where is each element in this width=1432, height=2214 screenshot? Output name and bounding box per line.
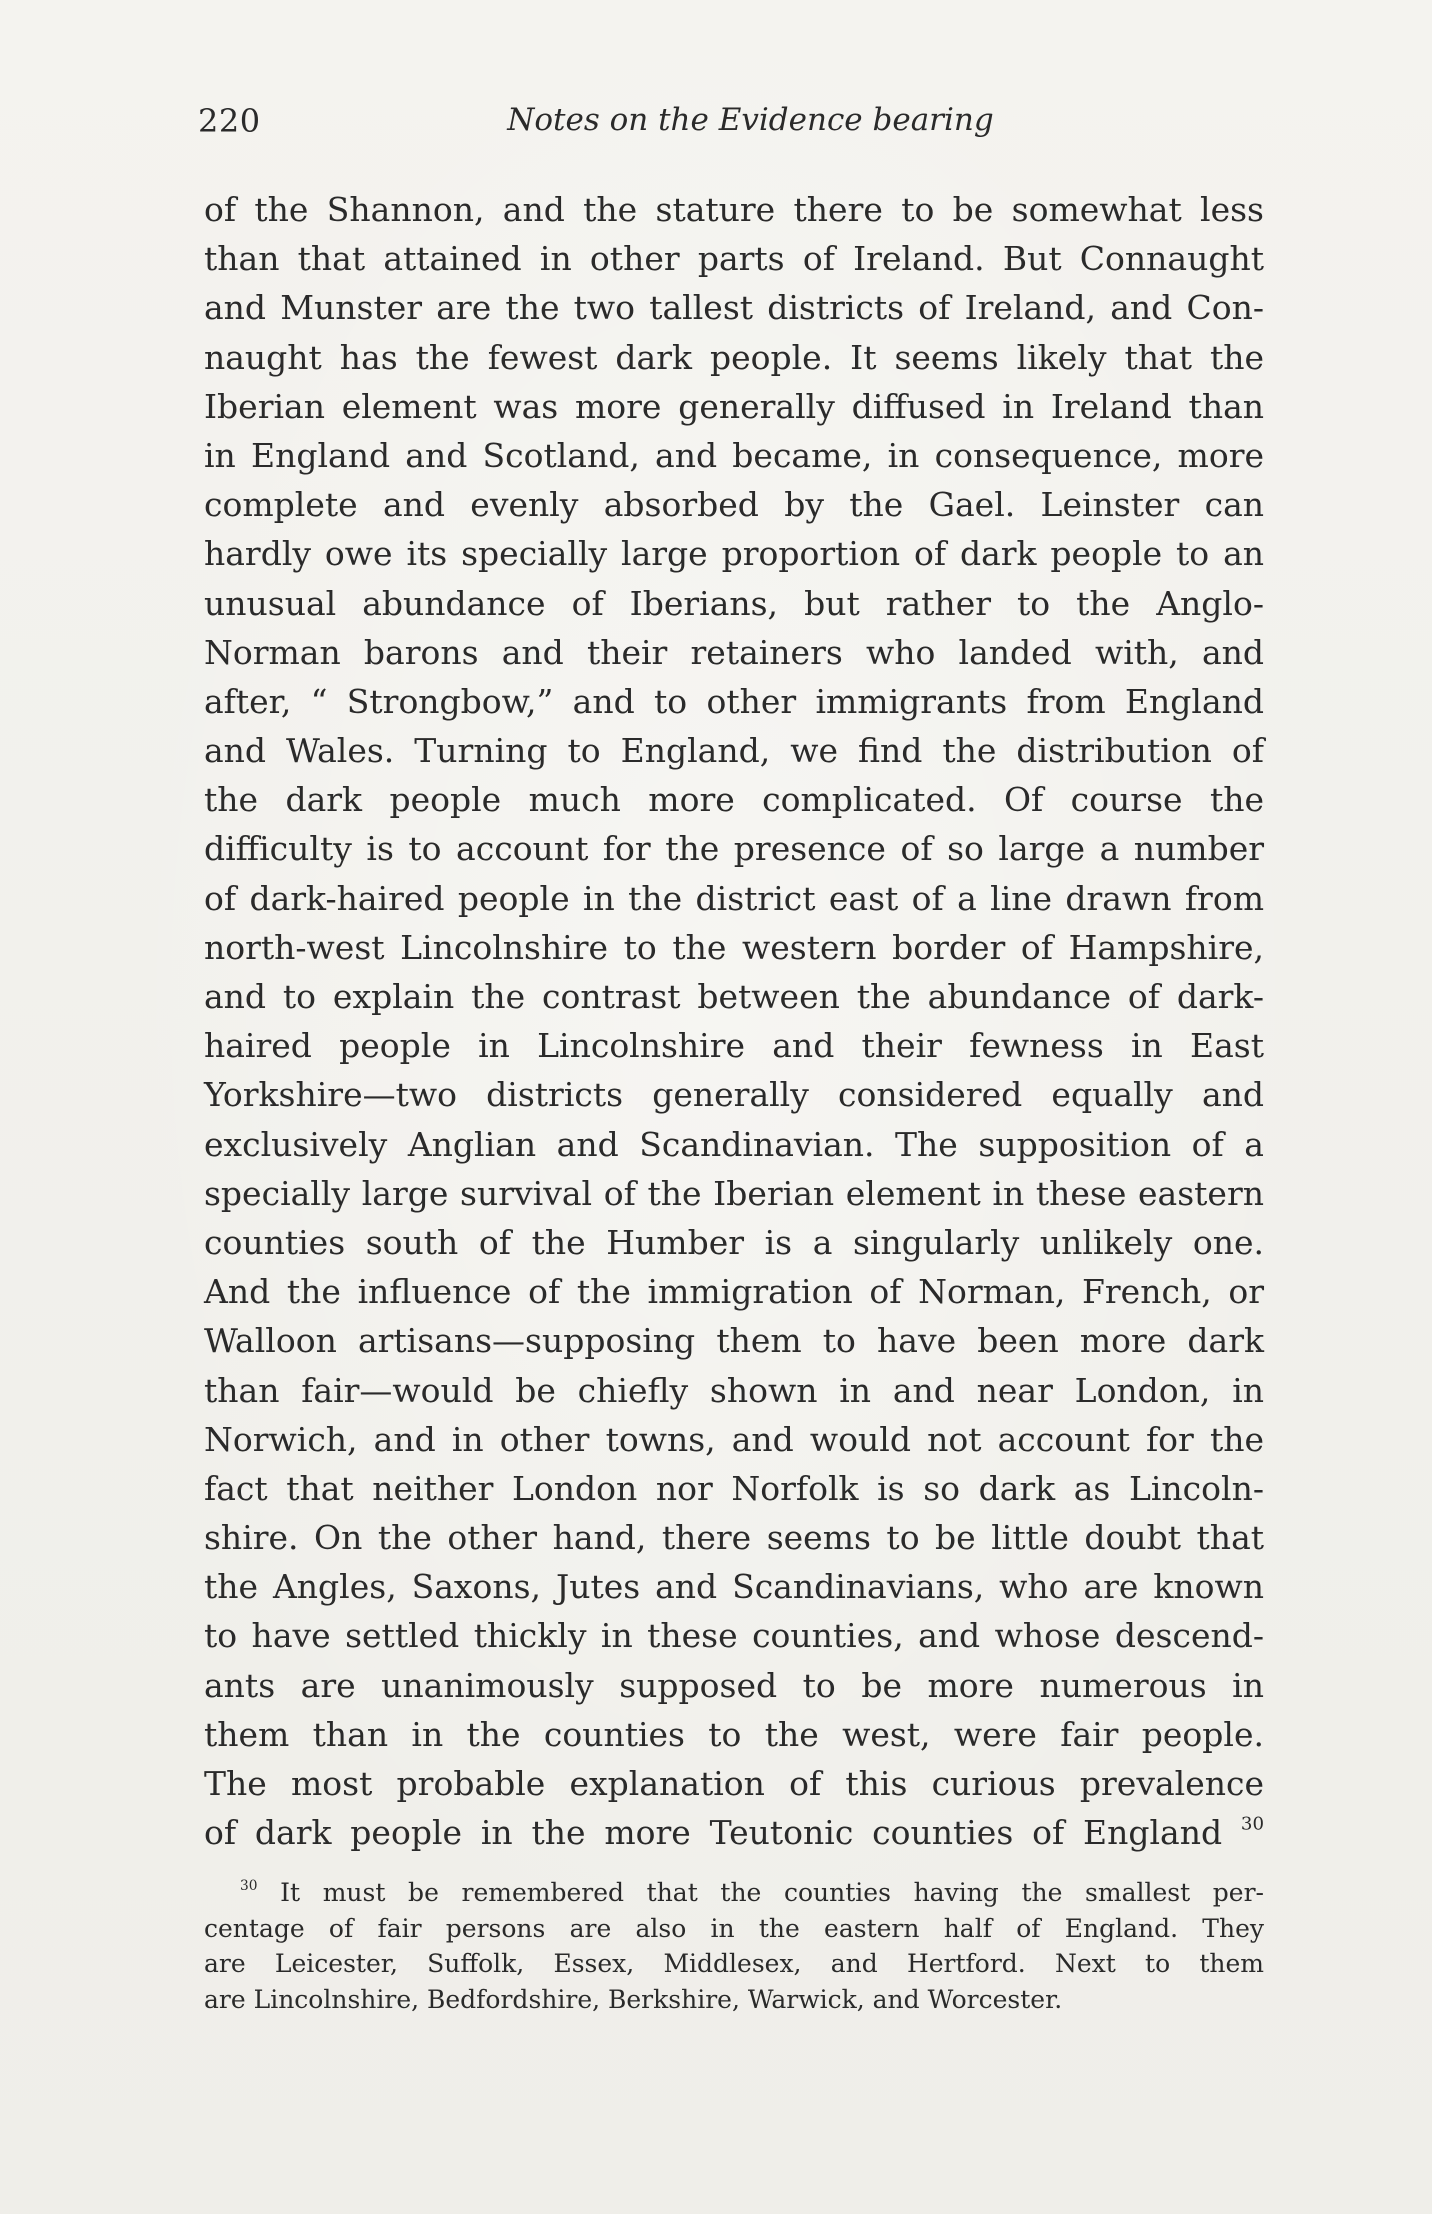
running-title: Notes on the Evidence bearing [507, 102, 994, 138]
text-line: shire. On the other hand, there seems to be little doubt that [204, 1518, 1264, 1558]
footnote-reference: 30 [1240, 1813, 1264, 1835]
text-line: Iberian element was more generally diffused in Ireland than [204, 386, 1264, 426]
text-line: of dark-haired people in the district east of a line drawn from [204, 878, 1264, 918]
footnote [204, 1875, 1264, 2017]
text-line: Norwich, and in other towns, and would not account for the [204, 1419, 1264, 1459]
text-line: Yorkshire—two districts generally considered equally and [204, 1075, 1264, 1115]
text-line: Walloon artisans—supposing them to have been more dark [204, 1321, 1264, 1361]
footnote-line: centage of fair persons are also in the eastern half of England. They [204, 1913, 1264, 1943]
text-line: exclusively Anglian and Scandinavian. The supposition of a [204, 1124, 1264, 1164]
text-line: fact that neither London nor Norfolk is so dark as Lincoln- [204, 1468, 1264, 1508]
text-line: of the Shannon, and the stature there to be somewhat less [204, 190, 1264, 229]
text-line: north-west Lincolnshire to the western border of Hampshire, [204, 927, 1264, 967]
text-line: haired people in Lincolnshire and their fewness in East [204, 1026, 1264, 1066]
text-line: than fair—would be chiefly shown in and near London, in [204, 1370, 1264, 1410]
text-line: naught has the fewest dark people. It seems likely that the [204, 337, 1264, 377]
footnote-line-text: It must be remembered that the counties having the smallest per- [280, 1878, 1264, 1907]
footnote-line [204, 1875, 1264, 1911]
text-line: unusual abundance of Iberians, but rather to the Anglo- [204, 583, 1264, 623]
text-line: than that attained in other parts of Ireland. But Connaught [204, 239, 1264, 279]
text-line: hardly owe its specially large proportion of dark people to an [204, 534, 1264, 574]
text-line: Norman barons and their retainers who landed with, and [204, 632, 1264, 672]
text-line: the dark people much more complicated. Of course the [204, 780, 1264, 820]
text-line: after, “ Strongbow,” and to other immigrants from England [204, 681, 1264, 721]
text-line: counties south of the Humber is a singularly unlikely one. [204, 1222, 1264, 1262]
text-line: The most probable explanation of this curious prevalence [204, 1764, 1264, 1803]
text-line: and to explain the contrast between the abundance of dark- [204, 977, 1264, 1016]
text-line: ants are unanimously supposed to be more numerous in [204, 1665, 1264, 1705]
main-paragraph [204, 185, 1264, 1857]
text-line: and Munster are the two tallest districts of Ireland, and Con- [204, 288, 1264, 328]
page-header [198, 102, 1263, 152]
text-line: difficulty is to account for the presence of so large a number [204, 829, 1264, 869]
text-line: and Wales. Turning to England, we find the distribution of [204, 731, 1264, 771]
text-line: And the influence of the immigration of Norman, French, or [204, 1272, 1264, 1312]
text-line: specially large survival of the Iberian element in these eastern [204, 1173, 1264, 1213]
text-line: the Angles, Saxons, Jutes and Scandinavians, who are known [204, 1567, 1264, 1607]
text-line: complete and evenly absorbed by the Gael. Leinster can [204, 485, 1264, 525]
text-line-content: of dark people in the more Teutonic counties of England [204, 1813, 1223, 1853]
page-number: 220 [198, 102, 261, 140]
text-line-with-footnote [204, 1808, 1264, 1857]
text-line: them than in the counties to the west, were fair people. [204, 1714, 1264, 1754]
text-line: to have settled thickly in these counties, and whose descend- [204, 1616, 1264, 1656]
footnote-line: are Leicester, Suffolk, Essex, Middlesex, and Hertford. Next to them [204, 1949, 1264, 1978]
text-line: in England and Scotland, and became, in consequence, more [204, 435, 1264, 475]
footnote-line: are Lincolnshire, Bedfordshire, Berkshire, Warwick, and Worcester. [204, 1984, 1063, 2014]
footnote-marker: 30 [240, 1878, 258, 1894]
